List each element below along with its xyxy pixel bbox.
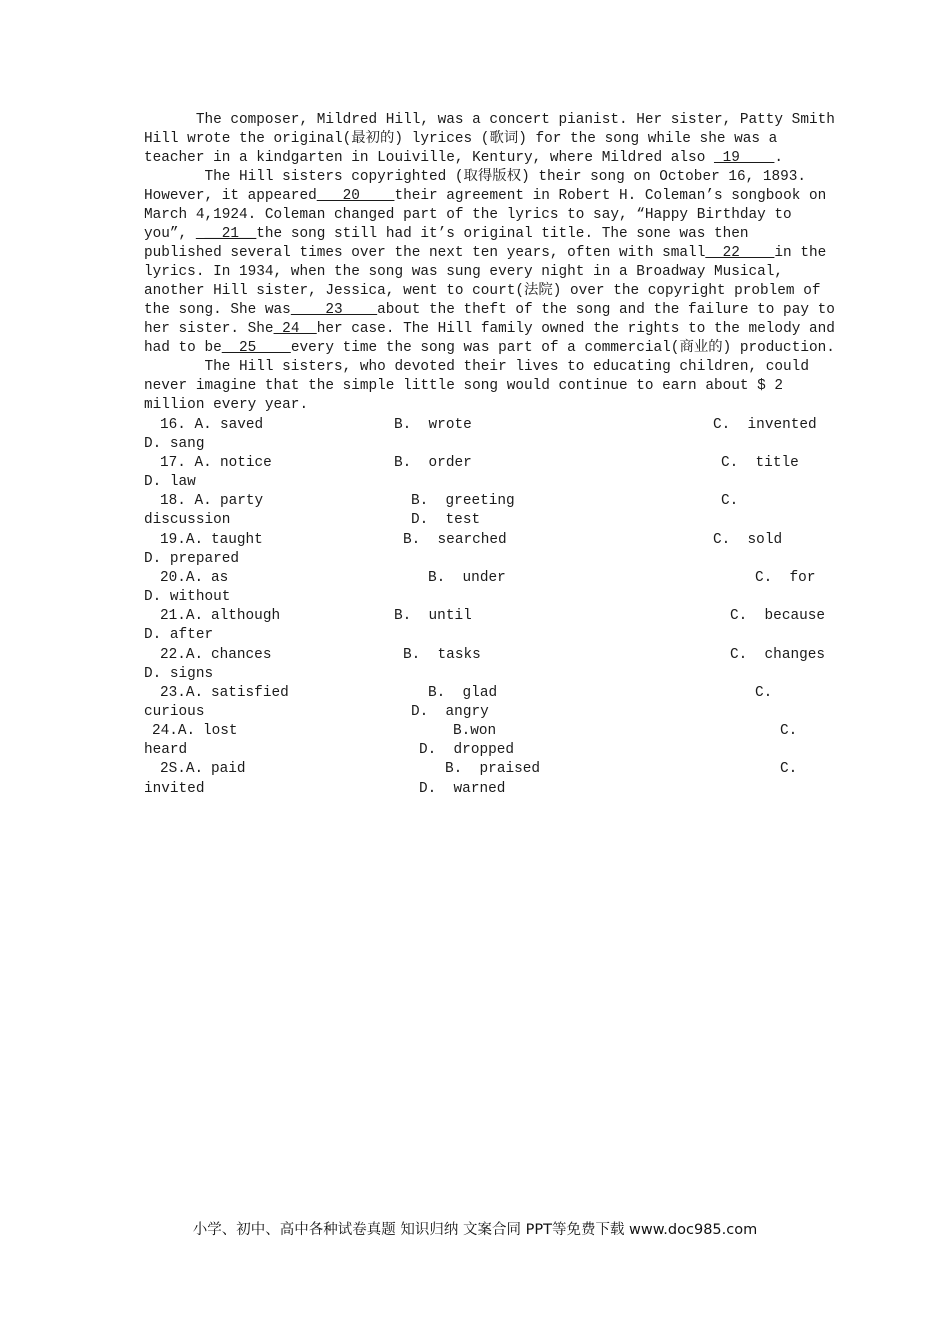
- passage-line: another Hill sister, Jessica, went to court(法院) over the copyright problem of: [144, 283, 821, 299]
- blank-20: 20: [316, 188, 395, 204]
- option-a: party: [220, 493, 264, 509]
- option-a: as: [211, 570, 229, 586]
- option-b: B. greeting: [411, 493, 515, 509]
- option-c: C. for: [755, 570, 816, 586]
- option-b: B. under: [428, 570, 506, 586]
- option-a: chances: [211, 647, 272, 663]
- passage-line: teacher in a kindgarten in Louiville, Kentury, where Mildred also 19 .: [144, 150, 784, 166]
- option-c: C. because: [730, 608, 825, 624]
- option-c: C. changes: [730, 647, 825, 663]
- blank-24: 24: [273, 321, 317, 337]
- option-c: C.: [755, 685, 773, 701]
- question-number: 21.A.: [160, 608, 204, 624]
- blank-19: 19: [713, 150, 775, 166]
- passage-line: The Hill sisters, who devoted their lives to educating children, could: [144, 359, 809, 375]
- option-d: D. without: [144, 589, 231, 605]
- question-number: 20.A.: [160, 570, 204, 586]
- option-a: taught: [211, 532, 263, 548]
- option-b: B. until: [394, 608, 472, 624]
- option-a: notice: [220, 455, 272, 471]
- option-c-text: heard: [144, 742, 188, 758]
- option-a: saved: [220, 417, 264, 433]
- passage-line: the song. She was 23 about the theft of the song and the failure to pay to: [144, 302, 835, 318]
- passage-line: March 4,1924. Coleman changed part of the lyrics to say, “Happy Birthday to: [144, 207, 792, 223]
- footer-text: 小学、初中、高中各种试卷真题 知识归纳 文案合同 PPT等免费下载 www.doc985.com: [192, 1222, 758, 1238]
- option-b: B. glad: [428, 685, 498, 701]
- question-number: 17. A.: [160, 455, 212, 471]
- option-c-text: curious: [144, 704, 205, 720]
- passage-line: lyrics. In 1934, when the song was sung every night in a Broadway Musical,: [144, 264, 784, 280]
- option-a: satisfied: [211, 685, 289, 701]
- option-d: D. test: [411, 512, 481, 528]
- passage-line: you”, __21__the song still had it’s original title. The sone was then: [144, 226, 749, 242]
- passage-line: Hill wrote the original(最初的) lyrices (歌词) for the song while she was a: [144, 131, 778, 147]
- passage-line: million every year.: [144, 397, 309, 413]
- option-a: lost: [203, 723, 238, 739]
- blank-21: __21__: [195, 226, 257, 242]
- blank-23: 23: [290, 302, 378, 318]
- option-c: C. title: [721, 455, 799, 471]
- option-d: D. angry: [411, 704, 489, 720]
- question-number: 16. A.: [160, 417, 212, 433]
- option-d: D. sang: [144, 436, 205, 452]
- passage-line: The Hill sisters copyrighted (取得版权) their song on October 16, 1893.: [144, 169, 807, 185]
- option-d: D. law: [144, 474, 196, 490]
- option-a: paid: [211, 761, 246, 777]
- passage-line: had to be 25 every time the song was part of a commercial(商业的) production.: [144, 340, 835, 356]
- option-b: B. tasks: [403, 647, 481, 663]
- option-c: C. invented: [713, 417, 817, 433]
- option-d: D. warned: [419, 781, 506, 797]
- option-c: C. sold: [713, 532, 783, 548]
- option-d: D. signs: [144, 666, 214, 682]
- passage-line: never imagine that the simple little song would continue to earn about $ 2: [144, 378, 784, 394]
- option-c: C.: [780, 761, 798, 777]
- option-c-text: discussion: [144, 512, 231, 528]
- option-b: B. order: [394, 455, 472, 471]
- option-b: B. praised: [445, 761, 540, 777]
- option-b: B. searched: [403, 532, 507, 548]
- option-b: B.won: [453, 723, 497, 739]
- blank-22: 22: [705, 245, 775, 261]
- question-number: 18. A.: [160, 493, 212, 509]
- option-d: D. after: [144, 627, 214, 643]
- passage-line: published several times over the next ten years, often with small 22 in the: [144, 245, 827, 261]
- option-a: although: [211, 608, 281, 624]
- passage-line: However, it appeared 20 their agreement in Robert H. Coleman’s songbook on: [144, 188, 827, 204]
- option-d: D. prepared: [144, 551, 239, 567]
- question-number: 2S.A.: [160, 761, 204, 777]
- question-number: 23.A.: [160, 685, 204, 701]
- option-c: C.: [721, 493, 739, 509]
- question-number: 24.A.: [152, 723, 196, 739]
- option-c-text: invited: [144, 781, 205, 797]
- option-b: B. wrote: [394, 417, 472, 433]
- blank-25: 25: [221, 340, 291, 356]
- question-number: 19.A.: [160, 532, 204, 548]
- question-number: 22.A.: [160, 647, 204, 663]
- option-d: D. dropped: [419, 742, 514, 758]
- passage-line: The composer, Mildred Hill, was a concert pianist. Her sister, Patty Smith: [144, 112, 835, 128]
- option-c: C.: [780, 723, 798, 739]
- passage-line: her sister. She 24 her case. The Hill family owned the rights to the melody and: [144, 321, 835, 337]
